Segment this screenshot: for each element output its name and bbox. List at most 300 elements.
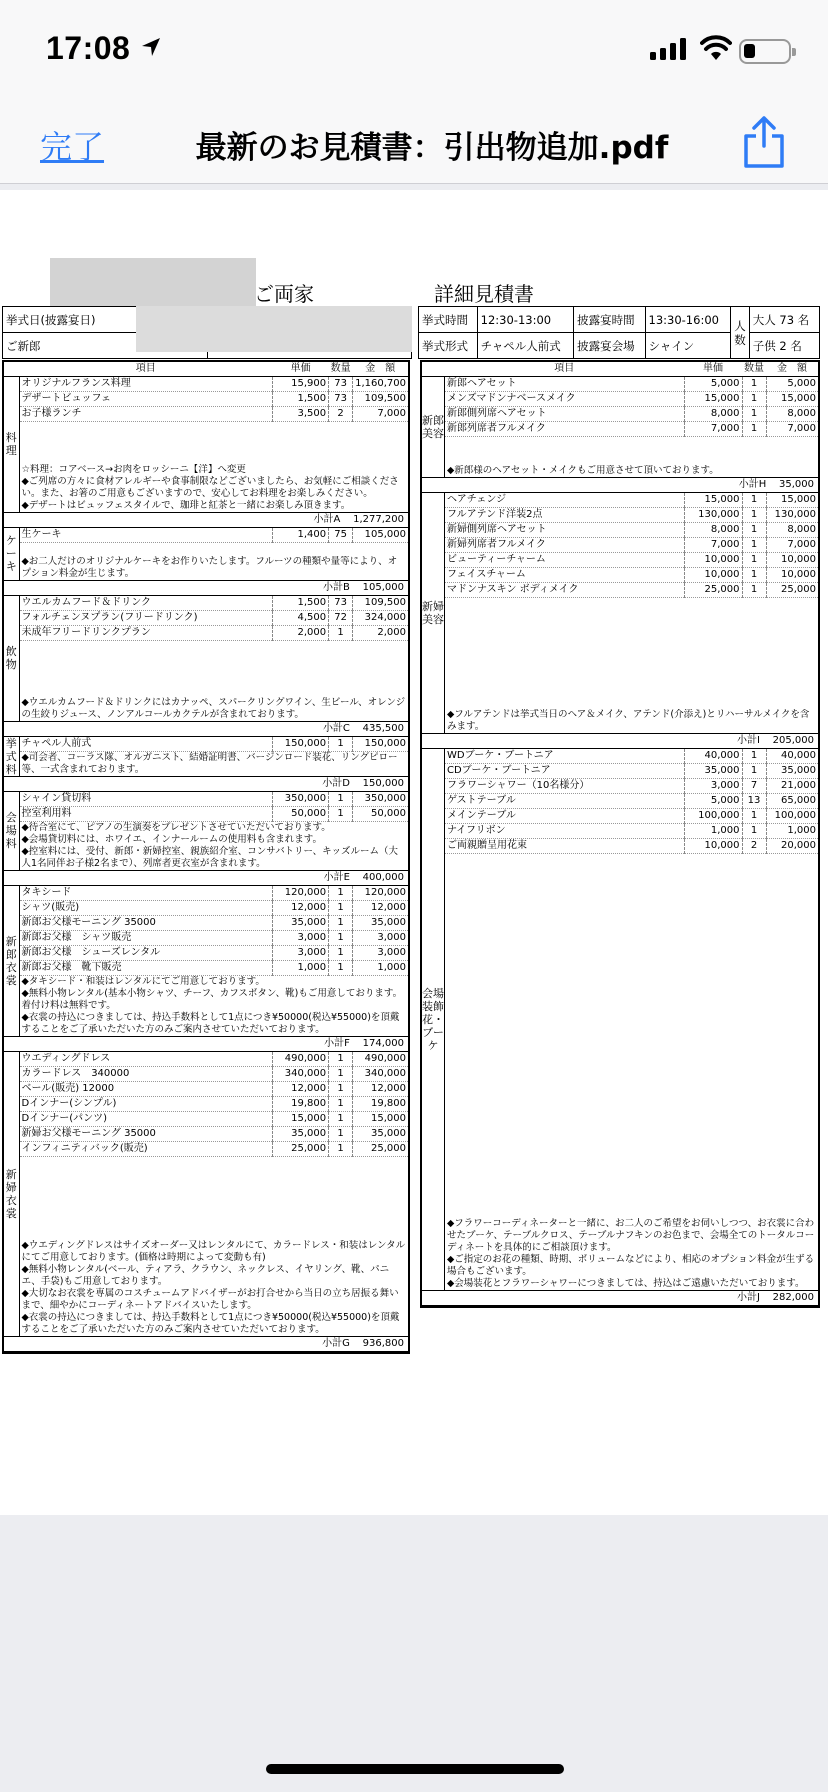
col-amount: 金 額	[766, 362, 818, 377]
item-amount: 15,000	[766, 392, 818, 407]
share-icon[interactable]	[740, 114, 788, 170]
blank-row	[422, 910, 818, 924]
item-amount: 324,000	[353, 611, 408, 626]
item-name: フラワーシャワー（10名様分）	[445, 779, 685, 794]
table-row	[422, 794, 818, 809]
subtotal-row	[4, 776, 408, 791]
item-qty: 1	[742, 582, 766, 597]
section-notes-row	[4, 697, 408, 722]
subtotal-row	[4, 721, 408, 736]
item-amount: 10,000	[766, 567, 818, 582]
item-name: 新郎お父様 シューズレンタル	[19, 945, 273, 960]
subtotal-value: 205,000	[772, 735, 814, 746]
item-amount: 65,000	[766, 794, 818, 809]
item-price: 35,000	[273, 1126, 329, 1141]
blank-row	[422, 1022, 818, 1036]
section-category: 料理	[4, 377, 19, 513]
item-qty: 1	[742, 749, 766, 764]
table-row	[4, 407, 408, 422]
item-price: 120,000	[273, 885, 329, 900]
table-row	[422, 582, 818, 597]
item-amount: 490,000	[353, 1051, 408, 1066]
item-name: Dインナー(シンプル)	[19, 1096, 273, 1111]
item-amount: 120,000	[353, 885, 408, 900]
reception-time-label: 披露宴時間	[574, 307, 645, 333]
blank-row	[422, 938, 818, 952]
item-price: 7,000	[684, 537, 742, 552]
subtotal-label: 小計A	[313, 513, 341, 525]
item-name: WDブーケ・ブートニア	[445, 749, 685, 764]
table-row	[4, 885, 408, 900]
section-notes: ◆ウエルカムフード＆ドリンクにはカナッペ、スパークリングワイン、生ビール、オレンジの生絞りジュース、ノンアルコールカクテルが含まれております。	[21, 696, 406, 720]
blank-row	[422, 1092, 818, 1106]
item-qty: 73	[329, 596, 353, 611]
table-row	[4, 806, 408, 821]
redaction-block	[50, 258, 256, 306]
item-name: メンズマドンナベースメイク	[445, 392, 685, 407]
blank-row	[4, 422, 408, 436]
subtotal-label: 小計I	[736, 735, 760, 746]
item-amount: 1,000	[766, 824, 818, 839]
blank-row	[422, 1176, 818, 1190]
header-info-right	[418, 306, 820, 359]
blank-row	[422, 639, 818, 653]
item-name: 控室利用料	[19, 806, 273, 821]
item-qty: 1	[329, 1111, 353, 1126]
blank-row	[422, 1050, 818, 1064]
item-amount: 35,000	[353, 1126, 408, 1141]
item-price: 7,000	[684, 422, 742, 437]
item-name: フェイスチャーム	[445, 567, 685, 582]
item-qty: 75	[329, 527, 353, 542]
item-name: 生ケーキ	[19, 527, 273, 542]
item-name: シャイン貸切料	[19, 791, 273, 806]
item-qty: 1	[329, 626, 353, 641]
table-row	[422, 839, 818, 854]
item-price: 25,000	[684, 582, 742, 597]
item-price: 10,000	[684, 839, 742, 854]
table-row	[422, 537, 818, 552]
item-price: 1,500	[273, 392, 329, 407]
table-row	[4, 930, 408, 945]
table-row	[422, 749, 818, 764]
col-qty: 数量	[742, 362, 766, 377]
item-qty: 73	[329, 377, 353, 392]
home-indicator[interactable]	[266, 1764, 564, 1774]
item-name: 未成年フリードリンクプラン	[19, 626, 273, 641]
item-qty: 1	[329, 1081, 353, 1096]
item-name: タキシード	[19, 885, 273, 900]
subtotal-value: 150,000	[362, 777, 404, 789]
section-notes-row	[4, 556, 408, 581]
item-price: 10,000	[684, 552, 742, 567]
item-amount: 8,000	[766, 522, 818, 537]
item-name: メインテーブル	[445, 809, 685, 824]
subtotal-row	[422, 1290, 818, 1305]
item-price: 1,000	[273, 960, 329, 975]
family-heading: ご両家	[254, 282, 314, 306]
item-name: ウエディングドレス	[19, 1051, 273, 1066]
document-title: 最新のお見積書：引出物追加.pdf	[195, 130, 669, 166]
item-qty: 1	[329, 885, 353, 900]
item-amount: 25,000	[766, 582, 818, 597]
wifi-icon	[700, 34, 732, 60]
section-notes-row	[4, 751, 408, 776]
style-label: 挙式形式	[419, 333, 478, 359]
item-name: フルアテンド洋装2点	[445, 507, 685, 522]
table-row	[4, 626, 408, 641]
item-amount: 1,000	[353, 960, 408, 975]
estimate-left-column	[2, 360, 410, 1354]
item-name: 新郎側列席ヘアセット	[445, 407, 685, 422]
item-name: オリジナルフランス料理	[19, 377, 273, 392]
item-amount: 21,000	[766, 779, 818, 794]
done-button[interactable]: 完了	[40, 129, 105, 165]
item-price: 25,000	[273, 1141, 329, 1156]
section-category: 飲物	[4, 596, 19, 722]
item-name: デザートビュッフェ	[19, 392, 273, 407]
item-amount: 19,800	[353, 1096, 408, 1111]
item-name: CDブーケ・ブートニア	[445, 764, 685, 779]
table-row	[4, 1141, 408, 1156]
section-notes-row	[4, 821, 408, 870]
item-price: 130,000	[684, 507, 742, 522]
blank-row	[422, 667, 818, 681]
item-qty: 1	[329, 736, 353, 751]
section-notes: ◆待合室にて、ピアノの生演奏をプレゼントさせていただいております。 ◆会場貸切料には、ホワイエ、インナールームの使用料も含まれます。 ◆控室料には、受付、新郎・新婦控室、親族紹介室、コンサバトリー、キッズルーム（大人1名同伴お子様2名まで）、列席者更衣室が含まれます。	[21, 821, 398, 869]
col-item: 項目	[445, 362, 685, 377]
item-price: 4,500	[273, 611, 329, 626]
item-amount: 15,000	[353, 1111, 408, 1126]
item-price: 2,000	[273, 626, 329, 641]
item-price: 40,000	[684, 749, 742, 764]
subtotal-value: 1,277,200	[353, 513, 404, 525]
blank-row	[4, 542, 408, 556]
subtotal-label: 小計B	[323, 582, 350, 593]
blank-row	[4, 669, 408, 683]
item-price: 490,000	[273, 1051, 329, 1066]
item-qty: 1	[329, 791, 353, 806]
item-qty: 1	[329, 806, 353, 821]
col-price: 単価	[273, 362, 329, 377]
blank-row	[422, 437, 818, 451]
item-name: 新郎お父様 シャツ販売	[19, 930, 273, 945]
table-row	[422, 507, 818, 522]
blank-row	[422, 1148, 818, 1162]
item-name: マドンナスキン ボディメイク	[445, 582, 685, 597]
blank-row	[4, 1184, 408, 1198]
section-category: 新郎美容	[422, 377, 445, 478]
status-bar	[0, 0, 828, 100]
item-price: 150,000	[273, 736, 329, 751]
blank-row	[422, 695, 818, 709]
item-price: 1,000	[684, 824, 742, 839]
item-name: 新郎お父様 靴下販売	[19, 960, 273, 975]
table-row	[4, 1051, 408, 1066]
ceremony-style: チャペル人前式	[477, 333, 573, 359]
table-row	[4, 1126, 408, 1141]
item-amount: 350,000	[353, 791, 408, 806]
groom-label: ご新郎	[3, 333, 208, 359]
item-price: 50,000	[273, 806, 329, 821]
section-notes-row	[4, 464, 408, 513]
item-price: 3,000	[273, 930, 329, 945]
subtotal-label: 小計H	[738, 478, 767, 490]
item-price: 5,000	[684, 377, 742, 392]
item-amount: 25,000	[353, 1141, 408, 1156]
item-qty: 1	[329, 900, 353, 915]
subtotal-value: 936,800	[362, 1338, 404, 1349]
item-amount: 50,000	[353, 806, 408, 821]
item-name: お子様ランチ	[19, 407, 273, 422]
adult-count: 大人 73 名	[749, 307, 819, 333]
blank-row	[4, 1198, 408, 1212]
item-amount: 40,000	[766, 749, 818, 764]
item-price: 12,000	[273, 900, 329, 915]
item-name: カラードレス 340000	[19, 1066, 273, 1081]
item-name: 新郎ヘアセット	[445, 377, 685, 392]
column-header-row	[422, 362, 818, 377]
item-qty: 1	[329, 1141, 353, 1156]
item-qty: 1	[742, 507, 766, 522]
blank-row	[4, 641, 408, 655]
item-amount: 2,000	[353, 626, 408, 641]
col-price: 単価	[684, 362, 742, 377]
item-price: 8,000	[684, 407, 742, 422]
subtotal-label: 小計E	[323, 871, 350, 883]
item-price: 15,000	[684, 392, 742, 407]
subtotal-label: 小計J	[736, 1291, 760, 1303]
section-category: 挙式料	[4, 736, 19, 776]
subtotal-label: 小計G	[322, 1338, 350, 1349]
wedding-date-label: 挙式日(披露宴日)	[3, 307, 412, 333]
blank-row	[422, 854, 818, 868]
item-name: 新婦列席者フルメイク	[445, 537, 685, 552]
section-category: ケーキ	[4, 527, 19, 581]
section-notes-row	[422, 465, 818, 478]
blank-row	[4, 436, 408, 450]
item-name: ビューティーチャーム	[445, 552, 685, 567]
blank-row	[4, 1226, 408, 1240]
item-amount: 7,000	[766, 422, 818, 437]
item-qty: 1	[742, 492, 766, 507]
signal-icon	[650, 38, 686, 60]
table-row	[4, 900, 408, 915]
table-row	[422, 377, 818, 392]
item-qty: 7	[742, 779, 766, 794]
item-amount: 10,000	[766, 552, 818, 567]
item-amount: 12,000	[353, 1081, 408, 1096]
table-row	[4, 791, 408, 806]
item-qty: 1	[742, 567, 766, 582]
item-name: Dインナー(パンツ)	[19, 1111, 273, 1126]
blank-row	[422, 451, 818, 465]
blank-row	[4, 683, 408, 697]
blank-row	[422, 1036, 818, 1050]
item-amount: 7,000	[353, 407, 408, 422]
table-row	[422, 522, 818, 537]
venue-label: 披露宴会場	[574, 333, 645, 359]
blank-row	[4, 1170, 408, 1184]
section-notes-row	[422, 709, 818, 734]
subtotal-row	[4, 512, 408, 527]
blank-row	[422, 1190, 818, 1204]
section-notes: ◆新郎様のヘアセット・メイクもご用意させて頂いております。	[447, 464, 719, 476]
item-name: チャペル人前式	[19, 736, 273, 751]
item-price: 10,000	[684, 567, 742, 582]
blank-row	[4, 450, 408, 464]
section-category: 新婦衣裳	[4, 1051, 19, 1337]
subtotal-row	[4, 1036, 408, 1051]
blank-row	[4, 1212, 408, 1226]
blank-row	[422, 980, 818, 994]
table-row	[4, 736, 408, 751]
item-qty: 1	[742, 407, 766, 422]
table-row	[422, 552, 818, 567]
item-amount: 7,000	[766, 537, 818, 552]
item-qty: 1	[742, 392, 766, 407]
venue: シャイン	[645, 333, 731, 359]
blank-row	[422, 966, 818, 980]
table-row	[4, 392, 408, 407]
blank-row	[422, 1204, 818, 1218]
item-qty: 1	[329, 1066, 353, 1081]
item-amount: 15,000	[766, 492, 818, 507]
subtotal-label: 小計D	[322, 777, 350, 789]
table-row	[4, 945, 408, 960]
subtotal-value: 282,000	[772, 1291, 814, 1303]
blank-row	[422, 952, 818, 966]
section-notes-row	[4, 1240, 408, 1337]
subtotal-row	[422, 734, 818, 749]
item-amount: 3,000	[353, 945, 408, 960]
item-amount: 35,000	[353, 915, 408, 930]
item-qty: 1	[742, 422, 766, 437]
blank-row	[422, 1134, 818, 1148]
item-name: 新婦側列席ヘアセット	[445, 522, 685, 537]
table-row	[422, 567, 818, 582]
item-amount: 109,500	[353, 596, 408, 611]
item-name: インフィニティバック(販売)	[19, 1141, 273, 1156]
item-qty: 1	[329, 1096, 353, 1111]
blank-row	[422, 1078, 818, 1092]
item-amount: 1,160,700	[353, 377, 408, 392]
blank-row	[422, 994, 818, 1008]
item-price: 19,800	[273, 1096, 329, 1111]
item-amount: 20,000	[766, 839, 818, 854]
col-qty: 数量	[329, 362, 353, 377]
item-price: 8,000	[684, 522, 742, 537]
item-qty: 13	[742, 794, 766, 809]
blank-row	[422, 653, 818, 667]
table-row	[422, 779, 818, 794]
table-row	[422, 407, 818, 422]
section-notes-row	[422, 1218, 818, 1291]
table-row	[4, 915, 408, 930]
blank-row	[422, 882, 818, 896]
item-qty: 1	[742, 809, 766, 824]
table-row	[4, 611, 408, 626]
table-row	[4, 596, 408, 611]
ceremony-time-label: 挙式時間	[419, 307, 478, 333]
item-price: 100,000	[684, 809, 742, 824]
blank-row	[422, 1162, 818, 1176]
table-row	[4, 960, 408, 975]
item-price: 15,000	[684, 492, 742, 507]
item-qty: 1	[742, 537, 766, 552]
section-notes: ◆司会者、コーラス隊、オルガニスト、結婚証明書、バージンロード装花、リングピロー等、一式含まれております。	[21, 751, 398, 775]
subtotal-value: 105,000	[362, 582, 404, 593]
table-row	[4, 1081, 408, 1096]
item-price: 15,000	[273, 1111, 329, 1126]
item-qty: 72	[329, 611, 353, 626]
item-amount: 3,000	[353, 930, 408, 945]
estimate-right-column	[420, 360, 820, 1308]
item-qty: 1	[329, 930, 353, 945]
subtotal-value: 400,000	[362, 871, 404, 883]
item-amount: 130,000	[766, 507, 818, 522]
blank-row	[422, 1064, 818, 1078]
child-count: 子供 2 名	[749, 333, 819, 359]
col-item: 項目	[19, 362, 273, 377]
blank-row	[422, 611, 818, 625]
item-amount: 35,000	[766, 764, 818, 779]
item-amount: 109,500	[353, 392, 408, 407]
item-amount: 8,000	[766, 407, 818, 422]
item-name: シャツ(販売)	[19, 900, 273, 915]
item-name: ゲストテーブル	[445, 794, 685, 809]
reception-time: 13:30-16:00	[645, 307, 731, 333]
item-amount: 5,000	[766, 377, 818, 392]
item-amount: 12,000	[353, 900, 408, 915]
redaction-block	[136, 306, 412, 352]
section-category: 会場装飾花・ブーケ	[422, 749, 445, 1291]
blank-row	[4, 1156, 408, 1170]
people-label: 人数	[731, 307, 750, 359]
subtotal-label: 小計F	[324, 1037, 350, 1049]
section-notes: ◆タキシード・和装はレンタルにてご用意しております。 ◆無料小物レンタル(基本小物シャツ、チーフ、カフスボタン、靴)もご用意しております。着付け料は無料です。 ◆衣裳の持込につきましては、持込手数料として1点につき¥50000(税込¥55000)を頂戴することをご了承いただいた方のみご案内させていただいております。	[21, 975, 403, 1035]
blank-row	[4, 655, 408, 669]
subtotal-row	[4, 1337, 408, 1352]
item-qty: 1	[329, 945, 353, 960]
item-price: 3,500	[273, 407, 329, 422]
table-row	[422, 824, 818, 839]
section-notes-row	[4, 975, 408, 1036]
location-arrow-icon	[141, 37, 161, 57]
col-amount: 金 額	[353, 362, 408, 377]
item-qty: 2	[329, 407, 353, 422]
blank-row	[422, 625, 818, 639]
subtotal-label: 小計C	[322, 722, 350, 734]
item-name: ご両親贈呈用花束	[445, 839, 685, 854]
blank-row	[422, 924, 818, 938]
battery-icon	[739, 39, 791, 64]
table-row	[4, 1066, 408, 1081]
item-price: 350,000	[273, 791, 329, 806]
subtotal-value: 35,000	[779, 478, 814, 490]
table-row	[4, 1096, 408, 1111]
section-notes: ☆料理：コアベース→お肉をロッシーニ【洋】へ変更 ◆ご列席の方々に食材アレルギーや食事制限などございましたら、お気軽にご相談ください。また、お箸のご用意もございますので、安心してお料理をお楽しみください。 ◆デザートはビュッフェスタイルで、珈琲と紅茶と一緒にお楽しみ頂きます。	[21, 463, 399, 511]
table-row	[4, 377, 408, 392]
item-qty: 1	[742, 552, 766, 567]
item-name: ナイフリボン	[445, 824, 685, 839]
item-price: 3,000	[273, 945, 329, 960]
nav-bar	[0, 100, 828, 184]
section-notes: ◆ウエディングドレスはサイズオーダー又はレンタルにて、カラードレス・和装はレンタルにてご用意しております。(価格は時期によって変動も有) ◆無料小物レンタル(ベール、ティアラ、クラウン、ネックレス、イヤリング、靴、パニエ、手袋)もご用意しております。 ◆大切なお衣裳を専属のコスチュームアドバイザーがお打合せから当日の立ち居振る舞いまで、細やかにコーディネートアドバイスいたします。 ◆衣裳の持込につきましては、持込手数料として1点につき¥50000(税込¥55000)を頂戴することをご了承いただいた方のみご案内させていただいております。	[21, 1240, 406, 1335]
item-qty: 73	[329, 392, 353, 407]
column-header-row	[4, 362, 408, 377]
item-qty: 1	[329, 915, 353, 930]
